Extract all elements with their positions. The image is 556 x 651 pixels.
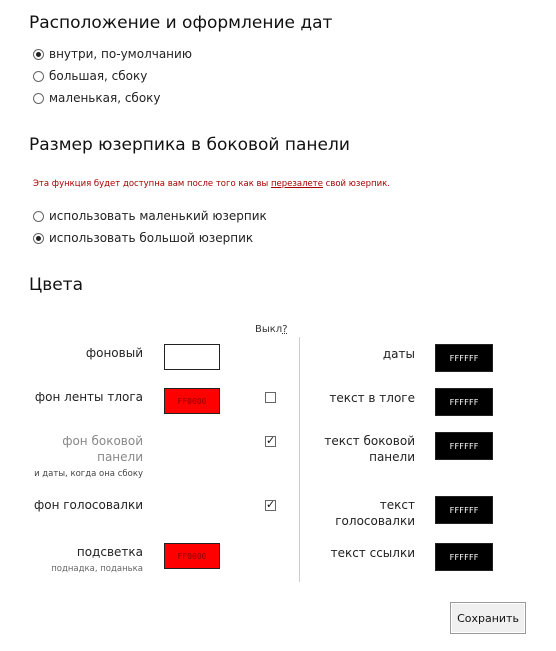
sidebar-text-swatch[interactable]: FFFFFF — [435, 432, 493, 460]
tlog-text-swatch[interactable]: FFFFFF — [435, 388, 493, 416]
colors-section-title: Цвета — [29, 275, 83, 295]
link-text-swatch[interactable]: FFFFFF — [435, 543, 493, 571]
radio-button[interactable] — [33, 93, 44, 104]
sidebar-text-label: текст боковой панели — [324, 434, 415, 464]
dates-color-swatch[interactable]: FFFFFF — [435, 344, 493, 372]
userpic-section-title: Размер юзерпика в боковой панели — [29, 135, 350, 155]
date-option-small-side[interactable] — [33, 91, 161, 105]
radio-button[interactable] — [33, 71, 44, 82]
column-divider — [299, 337, 300, 582]
date-option-label: маленькая, сбоку — [49, 91, 161, 105]
date-option-large-side[interactable] — [33, 69, 147, 83]
tlog-bg-swatch[interactable]: FF0000 — [164, 388, 220, 414]
tlog-bg-label: фон ленты тлога — [34, 390, 143, 404]
dates-color-label: даты — [382, 347, 415, 361]
userpic-option-label: использовать большой юзерпик — [49, 231, 254, 245]
bg-color-swatch[interactable] — [164, 344, 220, 370]
userpic-option-small[interactable] — [33, 209, 267, 223]
date-option-label: внутри, по-умолчанию — [49, 47, 192, 61]
reupload-link[interactable]: перезалете — [270, 179, 323, 189]
radio-button[interactable] — [33, 233, 44, 244]
bg-color-label: фоновый — [85, 346, 143, 360]
save-button[interactable]: Сохранить — [450, 602, 526, 634]
userpic-notice — [33, 179, 390, 189]
sidebar-bg-off-checkbox[interactable] — [265, 436, 276, 447]
poll-text-label: текст голосовалки — [335, 498, 415, 528]
tlog-text-label: текст в тлоге — [329, 391, 415, 405]
poll-text-swatch[interactable]: FFFFFF — [435, 496, 493, 524]
poll-bg-label: фон голосовалки — [33, 498, 143, 512]
date-option-label: большая, сбоку — [49, 69, 148, 83]
sidebar-bg-label: фон боковой панели — [62, 434, 143, 464]
notice-text-end: свой юзерпик. — [325, 179, 390, 189]
notice-text: Эта функция будет доступна вам после того как вы — [33, 179, 269, 189]
poll-bg-off-checkbox[interactable] — [265, 500, 276, 511]
date-option-inside[interactable] — [33, 47, 192, 61]
highlight-sublabel: поднадка, поданька — [51, 564, 143, 574]
userpic-option-large[interactable] — [33, 231, 253, 245]
userpic-option-label: использовать маленький юзерпик — [49, 209, 267, 223]
off-help-link[interactable]: ? — [282, 324, 288, 335]
sidebar-bg-sublabel: и даты, когда она сбоку — [34, 469, 143, 479]
off-column-header — [255, 324, 288, 335]
highlight-label: подсветка — [76, 545, 143, 559]
tlog-bg-off-checkbox[interactable] — [265, 392, 276, 403]
date-section-title: Расположение и оформление дат — [29, 13, 333, 33]
highlight-swatch[interactable]: FF0000 — [164, 543, 220, 569]
off-header-text: Выкл — [255, 324, 283, 335]
radio-button[interactable] — [33, 49, 44, 60]
radio-button[interactable] — [33, 211, 44, 222]
link-text-label: текст ссылки — [330, 546, 415, 560]
